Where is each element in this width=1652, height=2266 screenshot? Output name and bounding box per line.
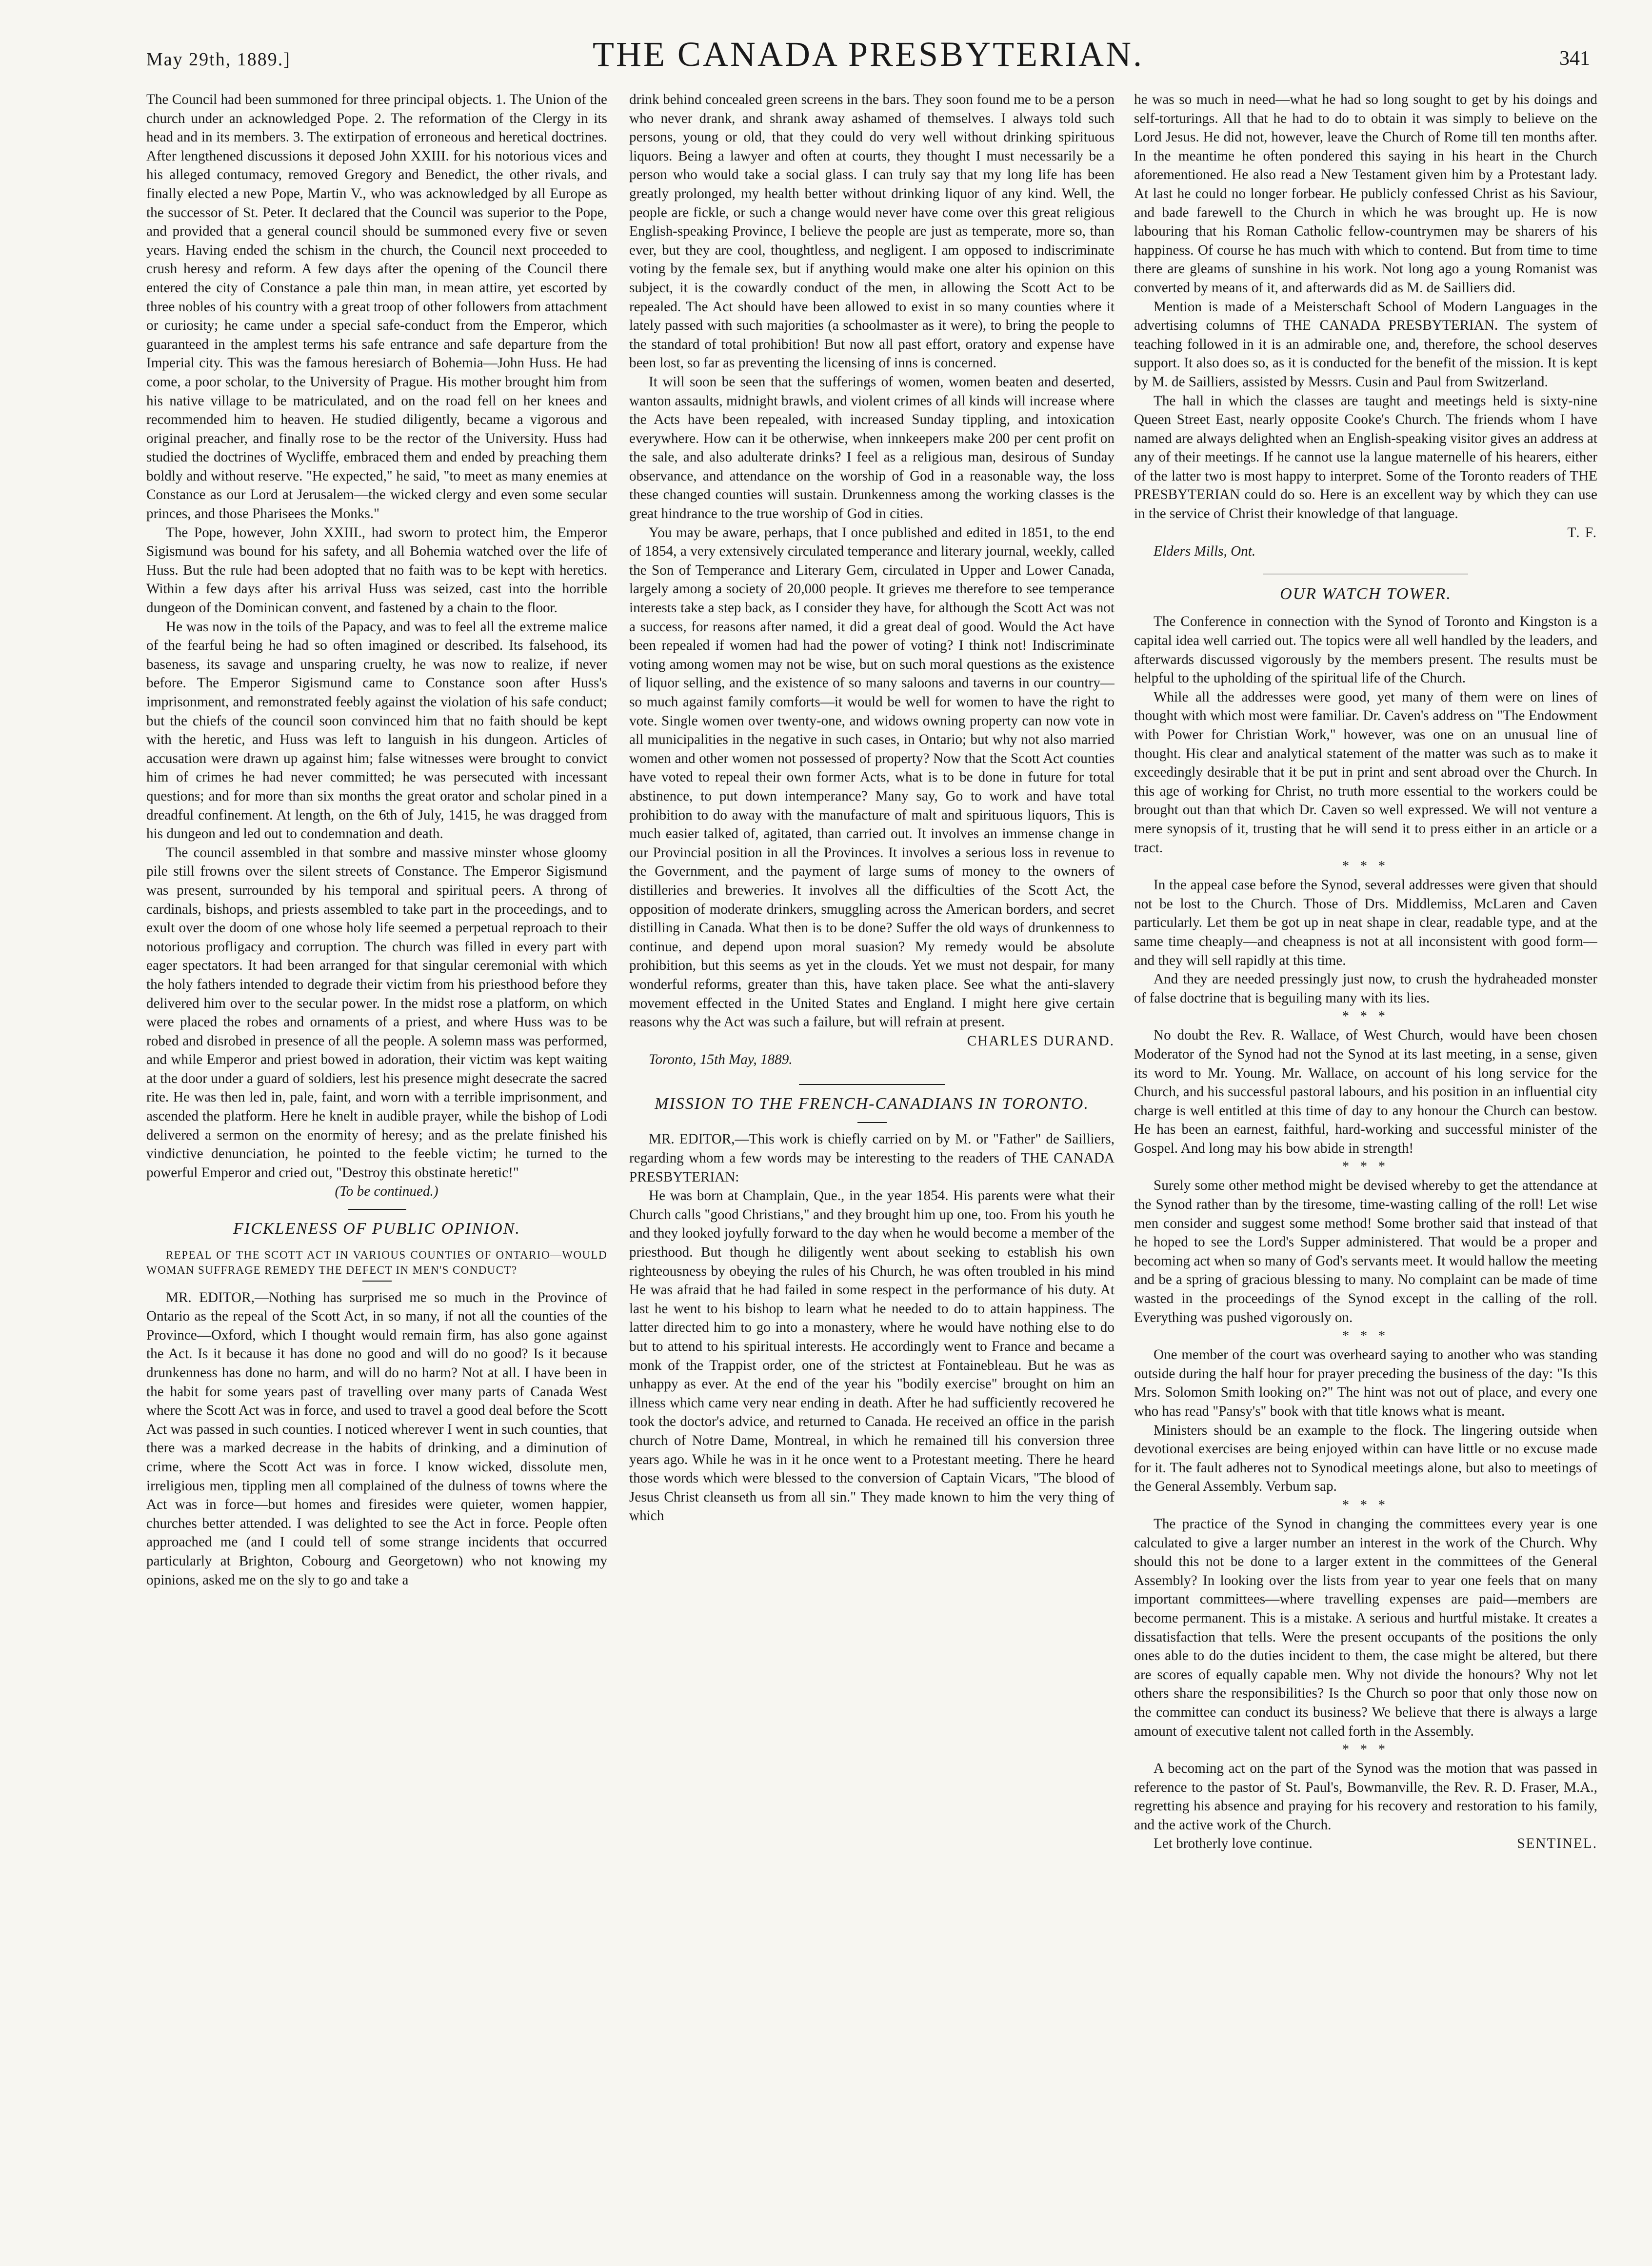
paragraph: He was born at Champlain, Que., in the year 1854. His parents were what their Church calls "good Christians," and they brought him up one, too. From his youth he and they looked joyfully forward to the day when he would become a member of the priesthood. But though he diligently went about seeking to establish his own righteousness by obeying the rules of his Church, he was often troubled in his mind He was afraid that he had failed in some respect in the performance of his duty. At last he went to his bishop to learn what he needed to do to attain happiness. The latter directed him to go into a monastery, where he would have nothing else to do but to attend to his spiritual interests. He accordingly went to France and became a monk of the Trappist order, one of the strictest at Fontainebleau. But he was as unhappy as ever. At the end of the year his "bodily exercise" brought on him an illness which came very near ending in death. After he had sufficiently recovered he took the doctor's advice, and returned to Canada. He received an office in the parish church of Notre Dame, Montreal, in which he remained till his conversion three years ago. While he was in it he once went to a Protestant meeting. There he heard those words which were blessed to the conversion of Captain Vicars, "The blood of Jesus Christ cleanseth us from all sin." They made known to him the very thing of which [629,1188,1115,1524]
author-signature: T. F. [1567,524,1597,541]
paragraph: A becoming act on the part of the Synod was the motion that was passed in reference to the pastor of St. Paul's, Bowmanville, the Rev. R. D. Fraser, M.A., regretting his absence and praying for his recovery and restoration to his family, and the active work of the Church. [1134,1761,1597,1833]
column-left [146,90,607,2246]
column-middle [629,90,1115,2246]
closing-line: Let brotherly love continue. [1154,1836,1313,1852]
page-number: 341 [1559,47,1590,70]
newspaper-title: THE CANADA PRESBYTERIAN. [592,35,1144,74]
section-break: * * * [1342,1159,1389,1175]
paragraph [1134,1834,1597,1853]
section-break: * * * [1342,1328,1389,1344]
author-signature: CHARLES DURAND. [967,1033,1115,1049]
section-break: * * * [1342,1009,1389,1024]
paragraph: MR. EDITOR,—This work is chiefly carried on by M. or "Father" de Sailliers, regarding whom a few words may be interesting to the readers of THE CANADA PRESBYTERIAN: [629,1131,1115,1185]
paragraph: Ministers should be an example to the flock. The lingering outside when devotional exercises are being enjoyed within can have little or no excuse made for it. The fault adheres not to Synodical meetings alone, but also to meetings of the General Assembly. Verbum sap. [1134,1422,1597,1495]
paragraph: drink behind concealed green screens in the bars. They soon found me to be a person who never drank, and shrank away ashamed of themselves. I always told such persons, young or old, that they could do very well without drinking spirituous liquors. Being a lawyer and often at courts, they thought I must necessarily be a person who would take a social glass. I can truly say that my long life has been greatly prolonged, my health better without drinking liquor of any kind. Well, the people are fickle, or such a change would never have come over this great religious English-speaking Province, I believe the people are just as temperate, more so, than ever, but they are cool, thoughtless, and negligent. I am opposed to indiscriminate voting by the female sex, but if anything would make one alter his opinion on this subject, it is the cowardly conduct of the men, in allowing the Scott Act to be repealed. The Act should have been allowed to exist in so many counties where it lately passed with such majorities (a schoolmaster as it were), to bring the people to the standard of total prohibition! But now all past effort, oratory and expense have been lost, so far as preventing the licensing of inns is concerned. [629,92,1115,371]
paragraph: The Conference in connection with the Synod of Toronto and Kingston is a capital idea well carried out. The topics were all well handled by the leaders, and afterwards discussed vigorously by the members present. The results must be helpful to the upholding of the spiritual life of the Church. [1134,614,1597,686]
paragraph: While all the addresses were good, yet many of them were on lines of thought with which most were familiar. Dr. Caven's address on "The Endowment with Power for Christian Work," however, was one on an unusual line of thought. His clear and analytical statement of the matter was such as to make it exceedingly desirable that it be put in print and sent abroad over the Church. In this age of working for Christ, no truth more essential to the workers could be brought out than that which Dr. Caven so well expressed. We will not venture a mere synopsis of it, trusting that he will send it to press either in an article or a tract. [1134,689,1597,856]
paragraph: The practice of the Synod in changing the committees every year is one calculated to give a larger number an interest in the work of the Church. Why should this not be done to a larger extent in the committees of the General Assembly? In looking over the lists from year to year one feels that on many important committees—where travelling expenses are paid—members are become permanent. This is a mistake. A serious and hurtful mistake. It creates a dissatisfaction that tells. Were the present occupants of the positions the only ones able to do the duties incident to them, the case might be altered, but there are scores of equally capable men. Why not divide the honours? Why not let others share the responsibilities? Is the Church so poor that only those now on the committee can conduct its business? We believe that there is always a large amount of executive talent not called forth in the Assembly. [1134,1516,1597,1739]
divider [857,1122,887,1123]
paragraph: It will soon be seen that the sufferings of women, women beaten and deserted, wanton assaults, midnight brawls, and violent crimes of all kinds will increase where the Acts have been repealed, with increased Sunday tippling, and intoxication everywhere. How can it be otherwise, when innkeepers make 200 per cent profit on the sale, and also adulterate drinks? I feel as a religious man, desirous of Sunday observance, and attendance on the worship of God in a reasonable way, the loss these changed counties will sustain. Drunkenness among the working classes is the great hindrance to the true worship of God in cities. [629,374,1115,522]
paragraph: Surely some other method might be devised whereby to get the attendance at the Synod rather than by the tiresome, time-wasting calling of the roll! Let wise men consider and suggest some method! Some brother said that instead of that he hoped to see the Lord's Supper administered. That would be a proper and becoming act when so many of God's servants meet. It would hallow the meeting and be a spring of gracious blessing to many. No complaint can be made of time wasted in the proceedings of the Synod except in the calling of the roll. Everything was pushed vigorously on. [1134,1178,1597,1325]
to-be-continued: (To be continued.) [335,1183,438,1200]
divider [1263,574,1468,575]
dateline: Toronto, 15th May, 1889. [649,1052,793,1068]
paragraph: One member of the court was overheard saying to another who was standing outside during the half hour for prayer preceding the business of the day: "Is this Mrs. Solomon Smith looking on?" The hint was not out of place, and every one who has read "Pansy's" book with that title knows what is meant. [1134,1347,1597,1419]
paragraph: You may be aware, perhaps, that I once published and edited in 1851, to the end of 1854, a very extensively circulated temperance and literary journal, weekly, called the Son of Temperance and Literary Gem, circulated in Upper and Lower Canada, largely among a society of 20,000 people. It grieves me therefore to see temperance interests take a step back, as I consider they have, for although the Scott Act was not a success, for reasons after named, it did a great deal of good. Would the Act have been repealed if women had had the power of voting? I think not! Indiscriminate voting among women may not be wise, but on such moral questions as the existence of liquor selling, and the existence of so many saloons and taverns in our country—so much against family comforts—it would be well for women to have the right to vote. Single women over twenty-one, and widows owning property can now vote in all municipalities in the negative in such cases, in Ontario; but why not also married women and other women not possessed of property? Now that the Scott Act counties have voted to repeal their own former Acts, what is to be done in future for total abstinence, to put down intemperance? Many say, Go to work and have total prohibition to do away with the manufacture of malt and spirituous liquors, This is much easier talked of, agitated, than carried out. It involves an immense change in our Provincial position in all the Provinces. It involves a serious loss in revenue to the Government, and the payment of large sums of money to the owners of distilleries and breweries. It involves all the difficulties of the Scott Act, the opposition of moderate drinkers, smuggling across the American borders, and secret distilling in Canada. What then is to be done? Suffer the old ways of drunkenness to continue, and depend upon moral suasion? My remedy would be absolute prohibition, but this seems as yet in the clouds. Yet we must not despair, for many wonderful reforms, greater than this, have taken place. See what the anti-slavery movement effected in the United States and England. I might here give certain reasons why the Act was such a failure, but will refrain at present. [629,524,1115,1030]
article-title: MISSION TO THE FRENCH-CANADIANS IN TORONTO. [655,1094,1089,1113]
section-break: * * * [1342,859,1389,874]
article-title: FICKLENESS OF PUBLIC OPINION. [233,1220,520,1238]
paragraph: In the appeal case before the Synod, several addresses were given that should not be lost to the Church. Those of Drs. Middlemiss, McLaren and Caven particularly. Let them be got up in neat shape in clear, readable type, and at the same time cheaply—and cheapness is not at all inconsistent with good form—and they will sell rapidly at this time. [1134,877,1597,968]
paragraph: Mention is made of a Meisterschaft School of Modern Languages in the advertising columns of THE CANADA PRESBYTERIAN. The system of teaching followed in it is an admirable one, and, therefore, the school deserves support. It also does so, as it is conducted for the benefit of the mission. It is kept by M. de Sailliers, assisted by Messrs. Cusin and Paul from Switzerland. [1134,299,1597,390]
page-header [146,34,1590,88]
paragraph: MR. EDITOR,—Nothing has surprised me so much in the Province of Ontario as the repeal of the Scott Act, in so many, if not all the counties of the Province—Oxford, which I thought would remain firm, has also gone against the Act. Is it because it has done no good and will do no good? Is it because drunkenness has done no harm, and will do no harm? Not at all. I have been in the habit for some years past of travelling over many parts of Canada West where the Scott Act was in force, and used to travel a good deal before the Scott Act was passed in such counties. I noticed wherever I went in such counties, that there was a marked decrease in the habits of drinking, and a diminution of crime, where the Scott Act was in force. I know wicked, dissolute men, irreligious men, tippling men all complained of the dulness of towns where the Act was in force—but homes and firesides were quieter, women happier, churches better attended. I was delighted to see the Act in force. People often approached me (and I could tell of some strange incidents that occurred particularly at Brighton, Cobourg and Georgetown) who not knowing my opinions, asked me on the sly to go and take a [146,1289,607,1588]
section-break: * * * [1342,1742,1389,1758]
paragraph: No doubt the Rev. R. Wallace, of West Church, would have been chosen Moderator of the Synod had not the Synod at its last meeting, in a sense, given its word to Mr. Young. Mr. Wallace, on account of his long service for the Church, and his successful pastoral labours, and his position in an influential city charge is well entitled at this time of day to any honour the Church can bestow. He has been an earnest, faithful, hard-working and successful minister of the Gospel. And long may his bow abide in strength! [1134,1027,1597,1156]
issue-date: May 29th, 1889.] [146,49,291,70]
paragraph: He was now in the toils of the Papacy, and was to feel all the extreme malice of the fearful being he had so often imagined or described. Its falsehood, its baseness, its savage and unsparing cruelty, he was now to realize, if never before. The Emperor Sigismund came to Constance soon after Huss's imprisonment, and remonstrated feebly against the violation of his safe conduct; but the chiefs of the council soon convinced him that no faith should be kept with the heretic, and Huss was left to languish in his dungeon. Articles of accusation were drawn up against him; false witnesses were brought to convict him of crimes he had never committed; he was persecuted with incessant questions; and for more than six months the great orator and scholar pined in a dreadful confinement. At length, on the 6th of July, 1415, he was dragged from his dungeon and led out to condemnation and death. [146,619,607,842]
article-title: OUR WATCH TOWER. [1280,584,1452,603]
paragraph: The Pope, however, John XXIII., had sworn to protect him, the Emperor Sigismund was bound for his safety, and all Bohemia watched over the life of Huss. But the rule had been adopted that no faith was to be kept with heretics. Within a few days after his arrival Huss was seized, cast into the horrible dungeon of the Dominican convent, and fastened by a chain to the floor. [146,524,607,616]
paragraph: he was so much in need—what he had so long sought to get by his doings and self-torturings. All that he had to do to obtain it was simply to believe on the Lord Jesus. He did not, however, leave the Church of Rome till ten months after. In the meantime he often pondered this saying in his heart in the Church aforementioned. He also read a New Testament given him by a Protestant lady. At last he could no longer forbear. He publicly confessed Christ as his Saviour, and bade farewell to the Church in which he was brought up. He is now labouring that his Roman Catholic fellow-countrymen may be sharers of his happiness. Of course he has much with which to contend. But from time to time there are gleams of sunshine in his work. Not long ago a young Romanist was converted by means of it, and afterwards did as M. de Sailliers did. [1134,92,1597,296]
column-right [1134,90,1597,2246]
divider [348,1209,406,1210]
paragraph: The Council had been summoned for three principal objects. 1. The Union of the church under an acknowledged Pope. 2. The reformation of the Clergy in its head and in its members. 3. The extirpation of erroneous and heretical doctrines. After lengthened discussions it deposed John XXIII. for his notorious vices and his alleged contumacy, removed Gregory and Benedict, the other rivals, and finally elected a new Pope, Martin V., who was acknowledged by all Europe as the successor of St. Peter. It declared that the Council was superior to the Pope, and provided that a general council should be summoned every five or seven years. Having ended the schism in the church, the Council next proceeded to crush heresy and reform. A few days after the opening of the Council there entered the city of Constance a pale thin man, in mean attire, yet escorted by three nobles of his country with a great troop of other followers from attachment or curiosity; he came under a special safe-conduct from the Emperor, which guaranteed in the amplest terms his safe entrance and safe departure from the Imperial city. This was the famous heresiarch of Bohemia—John Huss. He had come, a poor scholar, to the University of Prague. His mother brought him from his native village to be matriculated, and on the road fell on her knees and recommended him to heaven. He studied diligently, became a vigorous and original preacher, and finally rose to be the rector of the University. Huss had studied the doctrines of Wycliffe, embraced them and ended by preaching them boldly and without reserve. "He expected," he said, "to meet as many enemies at Constance as our Lord at Jerusalem—the wicked clergy and even some secular princes, and those Pharisees the Monks." [146,92,607,522]
paragraph: The council assembled in that sombre and massive minster whose gloomy pile still frowns over the silent streets of Constance. The Emperor Sigismund was present, surrounded by his temporal and spiritual peers. A throng of cardinals, bishops, and priests assembled to take part in the proceedings, and to exult over the doom of one whose holy life seemed a perpetual reproach to their notorious profligacy and corruption. The church was filled in every part with eager spectators. It had been arranged for that singular ceremonial with which the holy fathers intended to degrade their victim from his priesthood before they delivered him over to the secular power. In the midst rose a platform, on which were placed the robes and ornaments of a priest, and where Huss was to be robed and disrobed in presence of all the people. A solemn mass was performed, and while Emperor and priest bowed in adoration, their victim was kept waiting at the door under a guard of soldiers, lest his presence might desecrate the sacred rite. He was then led in, pale, faint, and worn with a terrible imprisonment, and ascended the platform. Here he knelt in audible prayer, while the bishop of Lodi delivered a sermon on the enormity of heresy; and as the prelate finished his vindictive denunciation, he pointed to the feeble victim; he turned to the powerful Emperor and cried out, "Destroy this obstinate heretic!" [146,844,607,1181]
article-subtitle: REPEAL OF THE SCOTT ACT IN VARIOUS COUNTIES OF ONTARIO—WOULD WOMAN SUFFRAGE REMEDY THE DEFECT IN MEN'S CONDUCT? [146,1248,607,1276]
section-break: * * * [1342,1497,1389,1513]
placeline: Elders Mills, Ont. [1154,543,1256,560]
author-signature: SENTINEL. [1517,1836,1597,1852]
divider [799,1084,945,1085]
paragraph: And they are needed pressingly just now, to crush the hydraheaded monster of false doctrine that is beguiling many with its lies. [1134,971,1597,1006]
paragraph: The hall in which the classes are taught and meetings held is sixty-nine Queen Street East, nearly opposite Cooke's Church. The friends whom I have named are always delighted when an English-speaking visitor gives an address at any of their meetings. If he cannot use la langue maternelle of his hearers, either of the latter two is most happy to interpret. Some of the Toronto readers of THE PRESBYTERIAN could do so. Here is an excellent way by which they can use in the service of Christ their knowledge of that language. [1134,393,1597,522]
divider [362,1281,392,1282]
